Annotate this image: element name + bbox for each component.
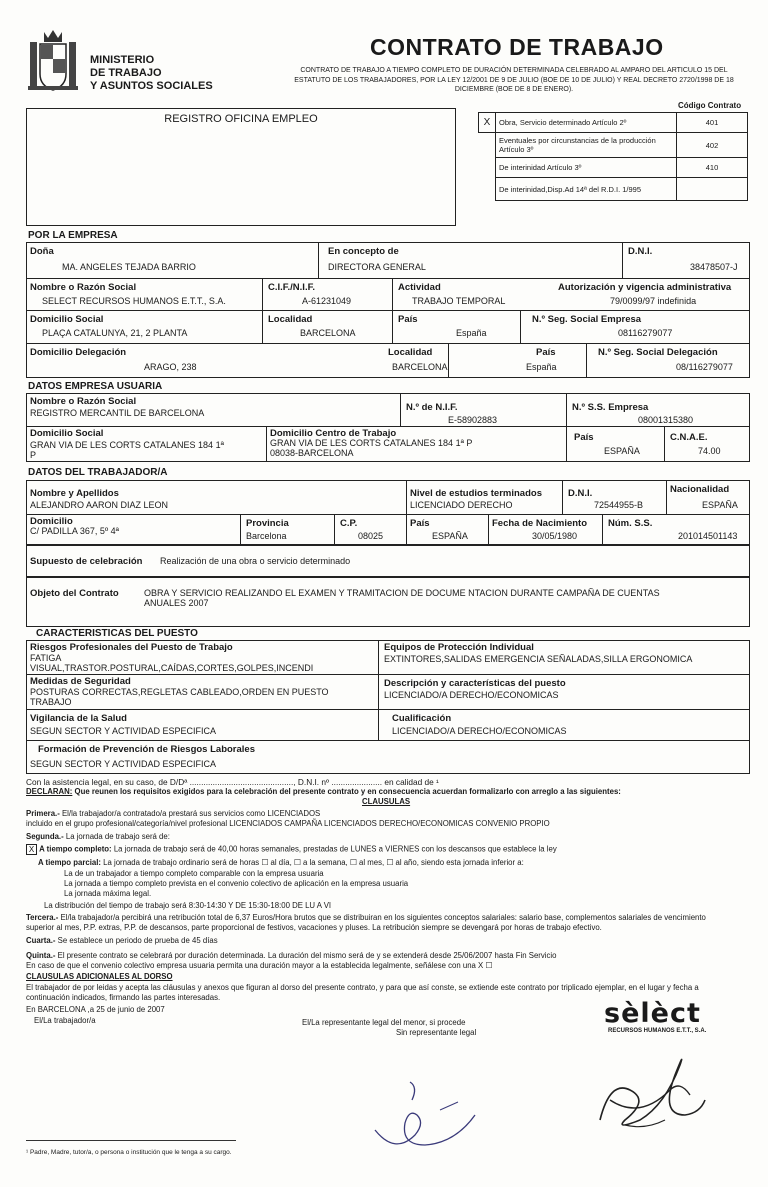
- objeto-value[interactable]: [144, 588, 660, 608]
- centro-trabajo-line: GRAN VIA DE LES CORTS CATALANES 184 1ª P: [270, 438, 473, 448]
- primera-head: Primera.-: [26, 809, 60, 818]
- trabajador-nombre-label: Nombre y Apellidos: [30, 488, 119, 499]
- tercera-line: El/la trabajador/a percibirá una retribución total de 6,37 Euros/Hora brutos que se distribuiran en los siguientes conceptos salariales: salario base, complementos salariales de vencimiento: [58, 913, 706, 922]
- provincia-value[interactable]: Barcelona: [246, 531, 287, 541]
- section-usuaria: DATOS EMPRESA USUARIA: [28, 381, 163, 392]
- usuaria-ss-value[interactable]: 08001315380: [638, 415, 694, 425]
- centro-trabajo-value[interactable]: [270, 438, 472, 458]
- trabajador-pais-label: País: [410, 518, 430, 529]
- empresa-dni-label: D.N.I.: [628, 246, 653, 257]
- final-line: continuación indicados, firmando las partes interesadas.: [26, 993, 221, 1002]
- equipos-value[interactable]: EXTINTORES,SALIDAS EMERGENCIA SEÑALADAS,SILLA ERGONOMICA: [384, 654, 693, 664]
- delegacion-label: Domicilio Delegación: [30, 347, 127, 358]
- medidas-line: POSTURAS CORRECTAS,REGLETAS CABLEADO,ORDEN EN PUESTO: [30, 687, 329, 697]
- centro-trabajo-label: Domicilio Centro de Trabajo: [270, 428, 397, 439]
- nacionalidad-value[interactable]: ESPAÑA: [702, 500, 738, 510]
- domicilio-social-label: Domicilio Social: [30, 314, 104, 325]
- completo-checkbox[interactable]: X: [26, 844, 37, 855]
- footnote: ¹ Padre, Madre, tutor/a, o persona o institución que le tenga a su cargo.: [26, 1149, 232, 1156]
- vigilancia-value[interactable]: SEGUN SECTOR Y ACTIVIDAD ESPECIFICA: [30, 726, 217, 736]
- supuesto-label: Supuesto de celebración: [30, 556, 143, 567]
- codigo-row: [479, 158, 748, 178]
- autorizacion-value[interactable]: 79/0099/97 indefinida: [610, 296, 697, 306]
- sin-representante-label: Sin representante legal: [396, 1028, 477, 1037]
- ministry-line: Y ASUNTOS SOCIALES: [90, 80, 213, 92]
- primera-line: incluido en el grupo profesional/categoría/nivel profesional LICENCIADOS CAMPAÑA LICENCIADOS DERECHO/ECONOMICAS CONVENIO PROPIO: [26, 819, 550, 828]
- adicionales-title: CLAUSULAS ADICIONALES AL DORSO: [26, 972, 173, 981]
- completo-body: La jornada de trabajo será de 40,00 horas semanales, prestadas de LUNES a VIERNES con los descansos que establece la ley: [111, 844, 557, 854]
- descripcion-value[interactable]: LICENCIADO/A DERECHO/ECONOMICAS: [384, 690, 559, 700]
- select-logo: sèlèct: [604, 998, 701, 1029]
- actividad-value[interactable]: TRABAJO TEMPORAL: [412, 296, 506, 306]
- declaran-text: [26, 787, 621, 797]
- pais-label: País: [398, 314, 418, 325]
- quinta-line: El presente contrato se celebrará por duración determinada. La duración del mismo será de y se extenderá desde 25/06/2007 hasta Fin Servicio: [55, 951, 557, 960]
- registro-label: REGISTRO OFICINA EMPLEO: [164, 113, 318, 125]
- empresa-dni-value[interactable]: 38478507-J: [690, 262, 738, 272]
- codigo-number: [677, 178, 748, 201]
- firma-representante-label: El/La representante legal del menor, si procede: [302, 1018, 466, 1027]
- cualificacion-label: Cualificación: [392, 713, 452, 724]
- codigo-desc: Eventuales por circunstancias de la producción Artículo 3º: [496, 133, 677, 158]
- codigo-contrato-header: Código Contrato: [678, 101, 742, 110]
- vigilancia-label: Vigilancia de la Salud: [30, 713, 127, 724]
- delegacion-localidad-label: Localidad: [388, 347, 433, 358]
- declaran-head: DECLARAN:: [26, 787, 73, 796]
- cuarta-clause: [26, 936, 218, 946]
- distribucion-text: La distribución del tiempo de trabajo será 8:30-14:30 Y DE 15:30-18:00 DE LU A VI: [44, 901, 332, 910]
- section-trabajador: DATOS DEL TRABAJADOR/A: [28, 467, 168, 478]
- trabajador-nss-label: Núm. S.S.: [608, 518, 653, 529]
- medidas-label: Medidas de Seguridad: [30, 676, 131, 687]
- trabajador-domicilio-label: Domicilio: [30, 516, 73, 527]
- cuarta-body: Se establece un periodo de prueba de 45 días: [55, 936, 218, 945]
- ministry-line: DE TRABAJO: [90, 67, 162, 79]
- document-subtitle: [264, 66, 764, 95]
- final-line: El trabajador de por leidas y acepta las cláusulas y anexos que figuran al dorso del presente contrato, y para que así conste, se extiende este contrato por triplicado ejemplar, en el lugar y fecha a: [26, 983, 699, 992]
- nacionalidad-label: Nacionalidad: [670, 484, 730, 495]
- localidad-value[interactable]: BARCELONA: [300, 328, 356, 338]
- ministry-line: MINISTERIO: [90, 54, 155, 66]
- provincia-label: Provincia: [246, 518, 289, 529]
- centro-trabajo-line: 08038-BARCELONA: [270, 448, 354, 458]
- segunda-head: Segunda.-: [26, 832, 64, 841]
- usuaria-nif-label: N.º de N.I.F.: [406, 402, 458, 413]
- delegacion-nss-label: N.º Seg. Social Delegación: [598, 347, 718, 358]
- subtitle-line: DICIEMBRE (BOE DE 8 DE ENERO).: [454, 86, 574, 93]
- parcial-option: La jornada máxima legal.: [64, 889, 152, 898]
- parcial-option: La de un trabajador a tiempo completo comparable con la empresa usuaria: [64, 869, 324, 878]
- usuaria-domicilio-line: P: [30, 450, 37, 460]
- trabajador-dni-value[interactable]: 72544955-B: [594, 500, 644, 510]
- trabajador-nss-value[interactable]: 201014501143: [678, 531, 738, 541]
- tercera-head: Tercera.-: [26, 913, 59, 922]
- completo-clause: [26, 844, 557, 855]
- codigo-number: 402: [677, 133, 748, 158]
- usuaria-nif-value[interactable]: E-58902883: [448, 415, 498, 425]
- estudios-value[interactable]: LICENCIADO DERECHO: [410, 500, 513, 510]
- trabajador-dni-label: D.N.I.: [568, 488, 593, 499]
- usuaria-pais-label: País: [574, 432, 594, 443]
- cnae-label: C.N.A.E.: [670, 432, 708, 443]
- usuaria-domicilio-value[interactable]: [30, 440, 224, 460]
- localidad-label: Localidad: [268, 314, 313, 325]
- codigo-number: 401: [677, 113, 748, 133]
- declaran-body: Que reunen los requisitos exigidos para la celebración del presente contrato y en consecuencia acuerdan formalizarlo con arreglo a las siguientes:: [72, 787, 621, 796]
- segunda-clause: [26, 832, 170, 842]
- razon-value[interactable]: SELECT RECURSOS HUMANOS E.T.T., S.A.: [42, 296, 226, 306]
- usuaria-ss-label: N.º S.S. Empresa: [572, 402, 649, 413]
- riesgos-label: Riesgos Profesionales del Puesto de Trabajo: [30, 642, 233, 653]
- delegacion-value[interactable]: ARAGO, 238: [144, 362, 197, 372]
- autorizacion-label: Autorización y vigencia administrativa: [558, 282, 732, 293]
- cif-value[interactable]: A-61231049: [302, 296, 352, 306]
- tercera-clause: [26, 913, 706, 923]
- medidas-line: TRABAJO: [30, 697, 72, 707]
- actividad-label: Actividad: [398, 282, 441, 293]
- codigo-desc: De interinidad,Disp.Ad 14ª del R.D.I. 1/995: [496, 178, 677, 201]
- primera-line: El/la trabajador/a contratado/a prestará sus servicios como LICENCIADOS: [59, 809, 321, 818]
- section-empresa: POR LA EMPRESA: [28, 230, 118, 241]
- registro-box: [26, 108, 456, 226]
- trabajador-pais-value[interactable]: ESPAÑA: [432, 531, 468, 541]
- quinta-clause: [26, 951, 556, 961]
- cif-label: C.I.F./N.I.F.: [268, 282, 315, 293]
- codigo-checkbox[interactable]: [479, 133, 496, 158]
- codigo-desc: De interinidad Artículo 3º: [496, 158, 677, 178]
- codigo-row: [479, 133, 748, 158]
- asistencia-text: Con la asistencia legal, en su caso, de D/Dª ............................................., D.N.I. nº ...................... en calidad de ¹: [26, 777, 439, 787]
- pais-value[interactable]: España: [456, 328, 487, 338]
- cnae-value[interactable]: 74.00: [698, 446, 721, 456]
- supuesto-value[interactable]: Realización de una obra o servicio determinado: [160, 556, 351, 566]
- codigo-contrato-table: [478, 112, 748, 201]
- parcial-clause: [38, 858, 524, 868]
- codigo-checkbox[interactable]: [479, 178, 496, 201]
- usuaria-pais-value[interactable]: ESPAÑA: [604, 446, 640, 456]
- delegacion-nss-value[interactable]: 08/116279077: [676, 362, 733, 372]
- riesgos-value[interactable]: [30, 653, 313, 673]
- concepto-value[interactable]: DIRECTORA GENERAL: [328, 262, 426, 272]
- trabajador-domicilio-value[interactable]: C/ PADILLA 367, 5º 4ª: [30, 526, 120, 536]
- parcial-head: A tiempo parcial:: [38, 858, 101, 867]
- nacimiento-label: Fecha de Nacimiento: [492, 518, 588, 529]
- objeto-line: ANUALES 2007: [144, 598, 209, 608]
- codigo-desc: Obra, Servicio determinado Artículo 2º: [496, 113, 677, 133]
- medidas-value[interactable]: [30, 687, 329, 707]
- section-puesto: CARACTERISTICAS DEL PUESTO: [36, 628, 198, 639]
- select-logo-subtitle: RECURSOS HUMANOS E.T.T., S.A.: [608, 1028, 707, 1034]
- dona-value[interactable]: MA. ANGELES TEJADA BARRIO: [62, 262, 196, 272]
- objeto-label: Objeto del Contrato: [30, 588, 119, 599]
- domicilio-social-value[interactable]: PLAÇA CATALUNYA, 21, 2 PLANTA: [42, 328, 188, 338]
- codigo-row: [479, 178, 748, 201]
- lugar-fecha: En BARCELONA ,a 25 de junio de 2007: [26, 1005, 165, 1014]
- quinta-head: Quinta.-: [26, 951, 56, 960]
- usuaria-razon-value[interactable]: REGISTRO MERCANTIL DE BARCELONA: [30, 408, 205, 418]
- delegacion-pais-label: País: [536, 347, 556, 358]
- company-signature: [590, 1040, 710, 1140]
- nss-empresa-label: N.º Seg. Social Empresa: [532, 314, 642, 325]
- delegacion-pais-value[interactable]: España: [526, 362, 557, 372]
- codigo-checkbox[interactable]: [479, 158, 496, 178]
- tercera-line: superior al mes, P.P. extras, P.P. de descansos, parte proporcional de festivos, vacaciones y pluses. La retribución siempre se devengará por horas de trabajo efectivo.: [26, 923, 602, 932]
- nss-empresa-value[interactable]: 08116279077: [618, 328, 673, 338]
- formacion-value[interactable]: SEGUN SECTOR Y ACTIVIDAD ESPECIFICA: [30, 759, 217, 769]
- objeto-line: OBRA Y SERVICIO REALIZANDO EL EXAMEN Y TRAMITACION DE DOCUME NTACION DURANTE CAMPAÑA DE CUENTAS: [144, 588, 660, 598]
- codigo-checkbox[interactable]: X: [479, 113, 496, 133]
- document-title: CONTRATO DE TRABAJO: [370, 34, 664, 60]
- parcial-body: La jornada de trabajo ordinario será de horas ☐ al día, ☐ a la semana, ☐ al mes, ☐ al año, siendo esta jornada inferior a:: [100, 858, 524, 867]
- segunda-body: La jornada de trabajo será de:: [63, 832, 170, 841]
- estudios-label: Nivel de estudios terminados: [410, 488, 542, 499]
- subtitle-line: ESTATUTO DE LOS TRABAJADORES, POR LA LEY 12/2001 DE 9 DE JULIO (BOE DE 10 DE JULIO) Y REAL DECRETO 2720/1998 DE 18: [294, 76, 734, 84]
- coat-of-arms-emblem: [26, 28, 80, 94]
- subtitle-line: CONTRATO DE TRABAJO A TIEMPO COMPLETO DE DURACIÓN DETERMINADA CELEBRADO AL AMPARO DEL ARTICULO 15 DEL: [300, 67, 728, 74]
- cuarta-head: Cuarta.-: [26, 936, 56, 945]
- cp-label: C.P.: [340, 518, 358, 529]
- primera-clause: [26, 809, 320, 819]
- usuaria-domicilio-label: Domicilio Social: [30, 428, 104, 439]
- worker-signature: [370, 1070, 480, 1150]
- parcial-option: La jornada a tiempo completo prevista en el convenio colectivo de aplicación en la empresa usuaria: [64, 879, 409, 888]
- equipos-label: Equipos de Protección Individual: [384, 642, 534, 653]
- completo-head: A tiempo completo:: [39, 844, 112, 854]
- riesgos-line: VISUAL,TRASTOR.POSTURAL,CAÍDAS,CORTES,GOLPES,INCENDI: [30, 663, 314, 673]
- formacion-label: Formación de Prevención de Riesgos Laborales: [38, 744, 255, 755]
- clausulas-title: CLAUSULAS: [362, 797, 411, 806]
- quinta-line: En caso de que el convenio colectivo empresa usuaria permita una duración mayor a la establecida legalmente, señálese con una X ☐: [26, 961, 493, 970]
- dona-label: Doña: [30, 246, 54, 257]
- cualificacion-value[interactable]: LICENCIADO/A DERECHO/ECONOMICAS: [392, 726, 567, 736]
- firma-trabajador-label: El/La trabajador/a: [34, 1016, 96, 1025]
- razon-label: Nombre o Razón Social: [30, 282, 137, 293]
- riesgos-line: FATIGA: [30, 653, 62, 663]
- descripcion-label: Descripción y características del puesto: [384, 678, 566, 689]
- delegacion-localidad-value[interactable]: BARCELONA: [392, 362, 448, 372]
- trabajador-box: [26, 480, 750, 545]
- codigo-row: [479, 113, 748, 133]
- usuaria-razon-label: Nombre o Razón Social: [30, 396, 137, 407]
- usuaria-domicilio-line: GRAN VIA DE LES CORTS CATALANES 184 1ª: [30, 440, 224, 450]
- ministry-name: [90, 54, 213, 93]
- nacimiento-value[interactable]: 30/05/1980: [532, 531, 578, 541]
- concepto-label: En concepto de: [328, 246, 399, 257]
- trabajador-nombre-value[interactable]: ALEJANDRO AARON DIAZ LEON: [30, 500, 169, 510]
- codigo-number: 410: [677, 158, 748, 178]
- cp-value[interactable]: 08025: [358, 531, 384, 541]
